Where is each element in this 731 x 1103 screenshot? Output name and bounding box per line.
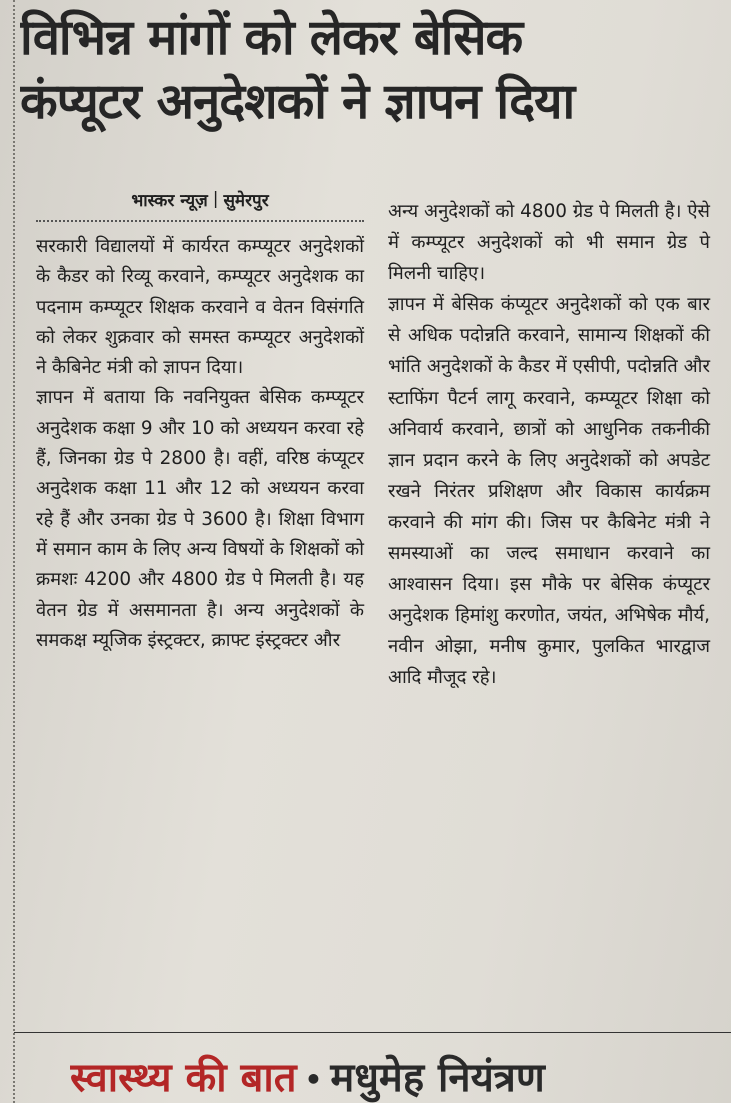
byline-source: भास्कर न्यूज़ (131, 190, 208, 211)
headline-line-2: कंप्यूटर अनुदेशकों ने ज्ञापन दिया (20, 73, 575, 130)
dotted-margin-rule (13, 0, 15, 1103)
article-column-left (36, 186, 364, 656)
byline-place: सुमेरपुर (223, 190, 269, 211)
paragraph: ज्ञापन में बताया कि नवनियुक्त बेसिक कम्प्यूटर अनुदेशक कक्षा 9 और 10 को अध्ययन करवा रहे हैं, जिनका ग्रेड पे 2800 है। वहीं, वरिष्ठ कंप्यूटर अनुदेशक कक्षा 11 और 12 को अध्ययन करवा रहे हैं और उनका ग्रेड पे 3600 है। शिक्षा विभाग में समान काम के लिए अन्य विषयों के शिक्षकों को क्रमशः 4200 और 4800 ग्रेड पे मिलती है। यह वेतन ग्रेड में असमानता है। अन्य अनुदेशकों के समकक्ष म्यूजिक इंस्ट्रक्टर, क्राफ्ट इंस्ट्रक्टर और (36, 387, 364, 651)
diabetes-control-heading: मधुमेह नियंत्रण (330, 1055, 545, 1101)
headline (20, 6, 720, 134)
health-section-heading: स्वास्थ्य की बात (70, 1055, 297, 1101)
article-column-right (388, 196, 710, 694)
section-divider (14, 1032, 731, 1033)
next-article-heading-strip (70, 1048, 730, 1103)
paragraph: ज्ञापन में बेसिक कंप्यूटर अनुदेशकों को एक बार से अधिक पदोन्नति करवाने, सामान्य शिक्षकों की भांति अनुदेशकों के कैडर में एसीपी, पदोन्नति और स्टाफिंग पैटर्न लागू करवाने, कम्प्यूटर शिक्षा को अनिवार्य करवाने, छात्रों को आधुनिक तकनीकी ज्ञान प्रदान करने के लिए अनुदेशकों को अपडेट रखने निरंतर प्रशिक्षण और विकास कार्यक्रम करवाने की मांग की। जिस पर कैबिनेट मंत्री ने समस्याओं का जल्द समाधान करवाने का आश्वासन दिया। इस मौके पर बेसिक कंप्यूटर अनुदेशक हिमांशु करणोत, जयंत, अभिषेक मौर्य, नवीन ओझा, मनीष कुमार, पुलकित भारद्वाज आदि मौजूद रहे। (388, 294, 710, 689)
byline-dotted-rule (36, 220, 364, 222)
bullet-separator: • (304, 1063, 323, 1096)
paragraph: सरकारी विद्यालयों में कार्यरत कम्प्यूटर अनुदेशकों के कैडर को रिव्यू करवाने, कम्प्यूटर अनुदेशक का पदनाम कम्प्यूटर शिक्षक करवाने व वेतन विसंगति को लेकर शुक्रवार को समस्त कम्प्यूटर अनुदेशकों ने कैबिनेट मंत्री को ज्ञापन दिया। (36, 236, 364, 379)
byline (36, 186, 364, 212)
headline-line-1: विभिन्न मांगों को लेकर बेसिक (20, 9, 523, 66)
byline-separator: | (212, 189, 219, 209)
paragraph: अन्य अनुदेशकों को 4800 ग्रेड पे मिलती है। ऐसे में कम्प्यूटर अनुदेशकों को भी समान ग्रेड पे मिलनी चाहिए। (388, 201, 710, 285)
